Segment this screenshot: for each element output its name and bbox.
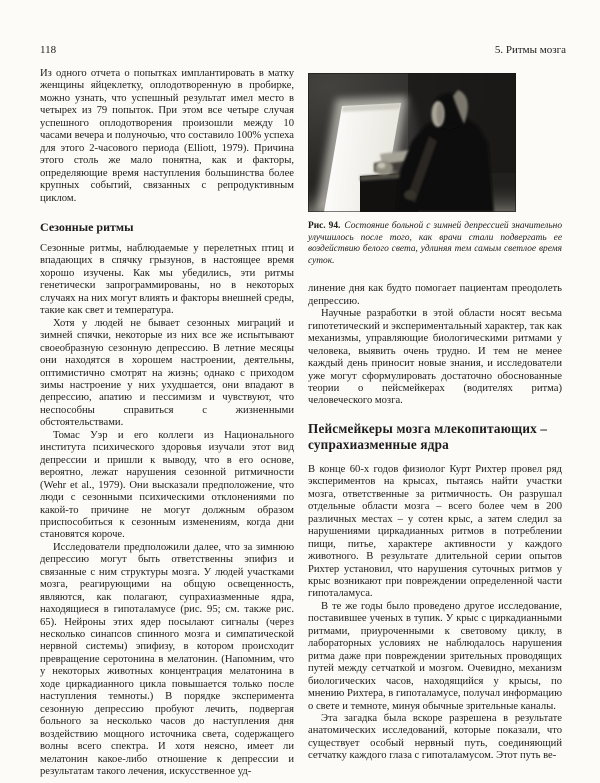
figure-94-label: Рис. 94. [308,221,341,231]
paragraph-wehr-study: Томас Уэр и его коллеги из Национального института психического здоровья изучали этот вид депрессии и пришли к выводу, что в его основе, вероятно, лежат нарушения сезонной ритмичности (Wehr et al., 1979). Они высказали предположение, что люди с сезонными психическими отклонениями по какой-то причине не могут должным образом приспособиться к сезонным изменениям, когда дни становятся короче. [40,429,294,541]
paragraph-light-therapy-end: линение дня как будто помогает пациентам преодолеть депрессию. [308,283,562,307]
figure-94 [308,73,562,267]
figure-94-caption-text: Состояние больной с зимней депрессией значительно улучшилось после того, как врачи стали подвергать ее воздействию белого света, удлиняя тем самым светлое время суток. [308,221,563,266]
figure-94-photo [308,73,516,212]
paragraph-winter-depression: Хотя у людей не бывает сезонных миграций и зимней спячки, некоторые из них все же испытывают своеобразную сезонную депрессию. В летние месяцы они находятся в хорошем настроении, деятельны, оптимистично смотрят на жизнь; однако с приходом зимы настроение у них ухудшается, они впадают в депрессию, апатию и пессимизм и чувствуют, что неспособны справиться с жизненными обстоятельствами. [40,317,294,429]
chapter-title: 5. Ритмы мозга [494,44,566,56]
section-heading-pacemakers-line2: супрахиазменные ядра [308,437,449,453]
paragraph-seasonal-intro: Сезонные ритмы, наблюдаемые у перелетных птиц и впадающих в спячку грызунов, в настоящее время хорошо изучены. Как мы убедились, эти ритмы генетически запрограммированы, но в некоторых случаях на них могут влиять и факторы внешней среды, такие как свет и температура. [40,242,294,317]
section-heading-seasonal-rhythms: Сезонные ритмы [40,219,134,234]
light-therapy-photo [308,73,516,212]
paragraph-puzzle: В те же годы было проведено другое исследование, поставившее ученых в тупик. У крыс с циркадианными ритмами, приуроченными к световому циклу, в лабораторных условиях не наблюдалось нарушения ритма даже при повреждении зрительных проводящих путей между сетчаткой и мозгом. Очевидно, механизм биологических часов, находящийся у крысы, по мнению Рихтера, в гипоталамусе, получал информацию о свете и темноте, минуя обычные зрительные каналы. [308,600,562,712]
left-column [40,68,294,778]
running-head [40,44,566,57]
paragraph-ivf: Из одного отчета о попытках имплантировать в матку женщины яйцеклетку, оплодотворенную в пробирке, можно узнать, что успешный результат имел место в четырех из 79 попыток. При этом все четыре случая успешного оплодотворения произошли между 10 часами вечера и полуночью, что составило 100% успеха для этого 2-часового периода (Elliott, 1979). Причина этого столь же мало понятна, как и факторы, определяющие время наступления большинства более крупных событий, связанных с репродуктивным циклом. [40,68,294,204]
paragraph-pineal-hypothesis: Исследователи предположили далее, что за зимнюю депрессию могут быть ответственны эпифиз и связанные с ним структуры мозга. У людей участками мозга, реагирующими на общую освещенность, являются, как полагают, супрахиазменные ядра, находящиеся в гипоталамусе (рис. 95; см. также рис. 65). Нейроны этих ядер посылают сигналы (через несколько синапсов спинного мозга и симпатической нервной системы) эпифизу, в котором происходит превращение серотонина в мелатонин. (Напомним, что у некоторых животных концентрация мелатонина в ходе циркадианного цикла повышается только после наступления темноты.) В порядке эксперимента сезонную депрессию пробуют лечить, подвергая больного за несколько часов до наступления дня воздействию мощного источника света, содержащего волны всего спектра. И хотя неясно, имеет ли мелатонин какое-либо отношение к депрессии и результатам такого лечения, искусственное уд- [40,541,294,778]
section-heading-pacemakers [308,421,562,454]
paragraph-richter-experiments: В конце 60-х годов физиолог Курт Рихтер провел ряд экспериментов на крысах, пытаясь найти участки мозга, ответственные за ритмичность. Он разрушал отдельные области мозга – всего более чем в 200 различных местах – у сотен крыс, а затем следил за нарушениями циркадианных ритмов в потреблении пищи, питье, характере активности у каждого животного. В результате длительной серии опытов Рихтер установил, что нарушения суточных ритмов у крыс возникают при повреждении определенной части гипоталамуса. [308,463,562,600]
page-number: 118 [40,44,57,56]
paragraph-hypothetical: Научные разработки в этой области носят весьма гипотетический и экспериментальный характер, так как механизмы, управляющие биологическими ритмами у человека, выявить очень трудно. И тем не менее каждый день приносит новые знания, и исследователи уже могут сформулировать достаточно обоснованные теории о пейсмейкерах (водителях ритма) человеческого мозга. [308,308,562,407]
right-column [308,68,562,763]
figure-94-caption [308,221,562,267]
paragraph-retina-pathway: Эта загадка была вскоре разрешена в результате анатомических исследований, которые показали, что существует особый нервный путь, соединяющий сетчатку каждого глаза с гипоталамусом. Этот путь ве- [308,712,562,762]
section-heading-pacemakers-line1: Пейсмейкеры мозга млекопитающих – [308,420,548,436]
